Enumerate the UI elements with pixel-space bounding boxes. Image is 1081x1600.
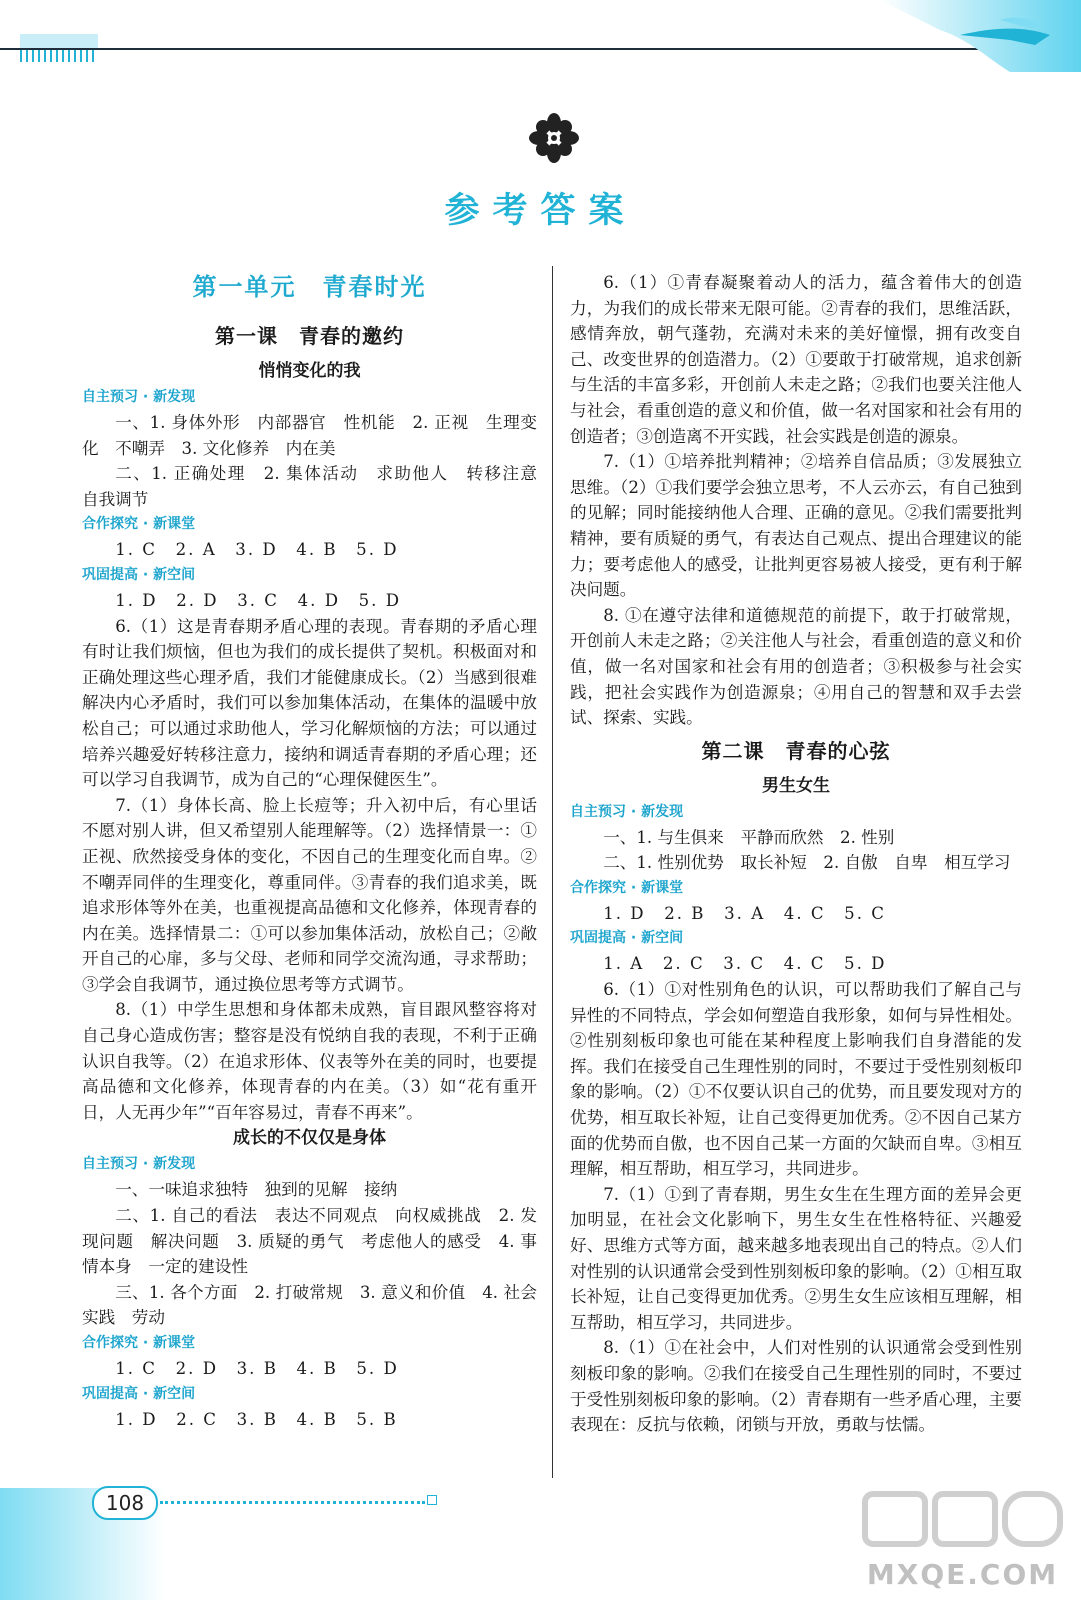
- section-label: 巩固提高 · 新空间: [82, 1385, 196, 1402]
- section-label: 合作探究 · 新课堂: [570, 879, 684, 896]
- section-label: 合作探究 · 新课堂: [82, 1335, 196, 1351]
- answer-paragraph: 二、1. 正确处理 2. 集体活动 求助他人 转移注意 自我调节: [82, 464, 554, 509]
- choice-answers: 1. D 2. B 3. A 4. C 5. C: [603, 903, 886, 923]
- section-label: 自主预习 · 新发现: [82, 389, 196, 405]
- topic-heading: 成长的不仅仅是身体: [233, 1128, 386, 1149]
- unit-heading: 第一单元 青春时光: [192, 273, 427, 301]
- left-column: [82, 270, 554, 1432]
- answer-paragraph: 7.（1）①到了青春期，男生女生在生理方面的差异会更加明显，在社会文化影响下，男生女生在性格特征、兴趣爱好、思维方式等方面，越来越多地表现出自己的特点。②人们对性别的认识通常会受到性别刻板印象的影响。（2）①相互取长补短，让自己变得更加优秀。②男生女生应该相互理解，相互帮助，相互学习，共同进步。: [570, 1184, 1022, 1332]
- lesson-heading: 第二课 青春的心弦: [701, 738, 891, 763]
- choice-answers: 1. C 2. D 3. B 4. B 5. D: [115, 1359, 399, 1378]
- topic-heading: 悄悄变化的我: [258, 361, 361, 381]
- answer-paragraph: 8.（1）中学生思想和身体都未成熟，盲目跟风整容将对自己身心造成伤害；整容是没有悦纳自我的表现，不利于正确认识自我等。（2）在追求形体、仪表等外在美的同时，也要提高品德和文化修养，体现青春的内在美。（3）如“花有重开日，人无再少年”“百年容易过，青春不再来”。: [82, 1000, 537, 1122]
- choice-answers: 1. D 2. C 3. B 4. B 5. B: [115, 1409, 398, 1429]
- lesson-heading: 第一课 青春的邀约: [215, 324, 404, 348]
- section-label: 巩固提高 · 新空间: [82, 566, 196, 583]
- section-label: 巩固提高 · 新空间: [570, 930, 684, 947]
- flower-ornament-icon: [528, 112, 580, 164]
- answer-paragraph: 8.（1）①在社会中，人们对性别的认识通常会受到性别刻板印象的影响。②我们在接受自己生理性别的同时，不要过于受性别刻板印象的影响。（2）青春期有一些矛盾心理，主要表现在：反抗与依赖，闭锁与开放，勇敢与怯懦。: [570, 1338, 1022, 1435]
- page-number: 108: [92, 1486, 158, 1520]
- answer-paragraph: 一、一味追求独特 独到的见解 接纳: [115, 1180, 398, 1200]
- choice-answers: 1. D 2. D 3. C 4. D 5. D: [115, 590, 402, 610]
- footer-square-icon: [427, 1495, 437, 1505]
- answer-paragraph: 7.（1）身体长高、脸上长痘等；升入初中后，有心里话不愿对别人讲，但又希望别人能理解等。（2）选择情景一：①正视、欣然接受身体的变化，不因自己的生理变化而自卑。②不嘲弄同伴的生理变化，尊重同伴。③青春的我们追求美，既追求形体等外在美，也重视提高品德和文化修养，体现青春的内在美。选择情景二：①可以参加集体活动，放松自己；②敞开自己的心扉，多与父母、老师和同学交流沟通，寻求帮助；③学会自我调节，通过换位思考等方式调节。: [82, 795, 537, 994]
- answer-paragraph: 三、1. 各个方面 2. 打破常规 3. 意义和价值 4. 社会实践 劳动: [82, 1282, 537, 1328]
- choice-answers: 1. C 2. A 3. D 4. B 5. D: [115, 540, 399, 560]
- page-title: 参考答案: [444, 190, 637, 231]
- watermark-text: MXQE.COM: [866, 1558, 1059, 1591]
- right-column: [570, 270, 1022, 1438]
- section-label: 自主预习 · 新发现: [82, 1156, 196, 1173]
- answer-paragraph: 一、1. 与生俱来 平静而欣然 2. 性别: [603, 827, 895, 847]
- top-header-decoration: [0, 0, 1081, 75]
- topic-heading: 男生女生: [762, 775, 830, 796]
- answer-paragraph: 二、1. 自己的看法 表达不同观点 向权威挑战 2. 发现问题 解决问题 3. 质疑的勇气 考虑他人的感受 4. 事情本身 一定的建设性: [82, 1206, 537, 1277]
- column-divider: [552, 266, 553, 1478]
- section-label: 自主预习 · 新发现: [570, 803, 684, 820]
- choice-answers: 1. A 2. C 3. C 4. C 5. D: [603, 954, 887, 974]
- footer-dotted-line: [160, 1501, 425, 1504]
- answer-paragraph: 6.（1）①对性别角色的认识，可以帮助我们了解自己与异性的不同特点，学会如何塑造自我形象，如何与异性相处。②性别刻板印象也可能在某种程度上影响我们自身潜能的发挥。我们在接受自己生理性别的同时，不要过于受性别刻板印象的影响。（2）①不仅要认识自己的优势，而且要发现对方的优势，相互取长补短，让自己变得更加优秀。②不因自己某方面的优势而自傲，也不因自己某一方面的欠缺而自卑。③相互理解，相互帮助，相互学习，共同进步。: [570, 980, 1022, 1179]
- answer-paragraph: 7.（1）①培养批判精神；②培养自信品质；③发展独立思维。（2）①我们要学会独立思考，不人云亦云，有自己独到的见解；同时能接纳他人合理、正确的意见。②我们需要批判精神，要有质疑的勇气，有表达自己观点、提出合理建议的能力；要考虑他人的感受，让批判更容易被人接受，更有利于解决问题。: [570, 452, 1022, 600]
- section-label: 合作探究 · 新课堂: [82, 516, 196, 533]
- answer-paragraph: 6.（1）这是青春期矛盾心理的表现。青春期的矛盾心理有时让我们烦恼，但也为我们的成长提供了契机。积极面对和正确处理这些心理矛盾，我们才能健康成长。（2）当感到很难解决内心矛盾时，我们可以参加集体活动，在集体的温暖中放松自己；可以通过求助他人，学习化解烦恼的方法；可以通过培养兴趣爱好转移注意力，接纳和调适青春期的矛盾心理；还可以学习自我调节，成为自己的“心理保健医生”。: [82, 616, 537, 790]
- answer-paragraph: 8. ①在遵守法律和道德规范的前提下，敢于打破常规，开创前人未走之路；②关注他人与社会，看重创造的意义和价值，做一名对国家和社会有用的创造者；③积极参与社会实践，把社会实践作为创造源泉；④用自己的智慧和双手去尝试、探索、实践。: [570, 605, 1022, 728]
- answer-paragraph: 6.（1）①青春凝聚着动人的活力，蕴含着伟大的创造力，为我们的成长带来无限可能。②青春的我们，思维活跃，感情奔放，朝气蓬勃，充满对未来的美好憧憬，拥有改变自己、改变世界的创造潜力。（2）①要敢于打破常规，追求创新与生活的丰富多彩，开创前人未走之路；②我们也要关注他人与社会，看重创造的意义和价值，做一名对国家和社会有用的创造者；③创造离不开实践，社会实践是创造的源泉。: [570, 273, 1022, 446]
- answer-paragraph: 一、1. 身体外形 内部器官 性机能 2. 正视 生理变化 不嘲弄 3. 文化修养 内在美: [82, 413, 537, 458]
- answer-paragraph: 二、1. 性别优势 取长补短 2. 自傲 自卑 相互学习: [603, 853, 1011, 873]
